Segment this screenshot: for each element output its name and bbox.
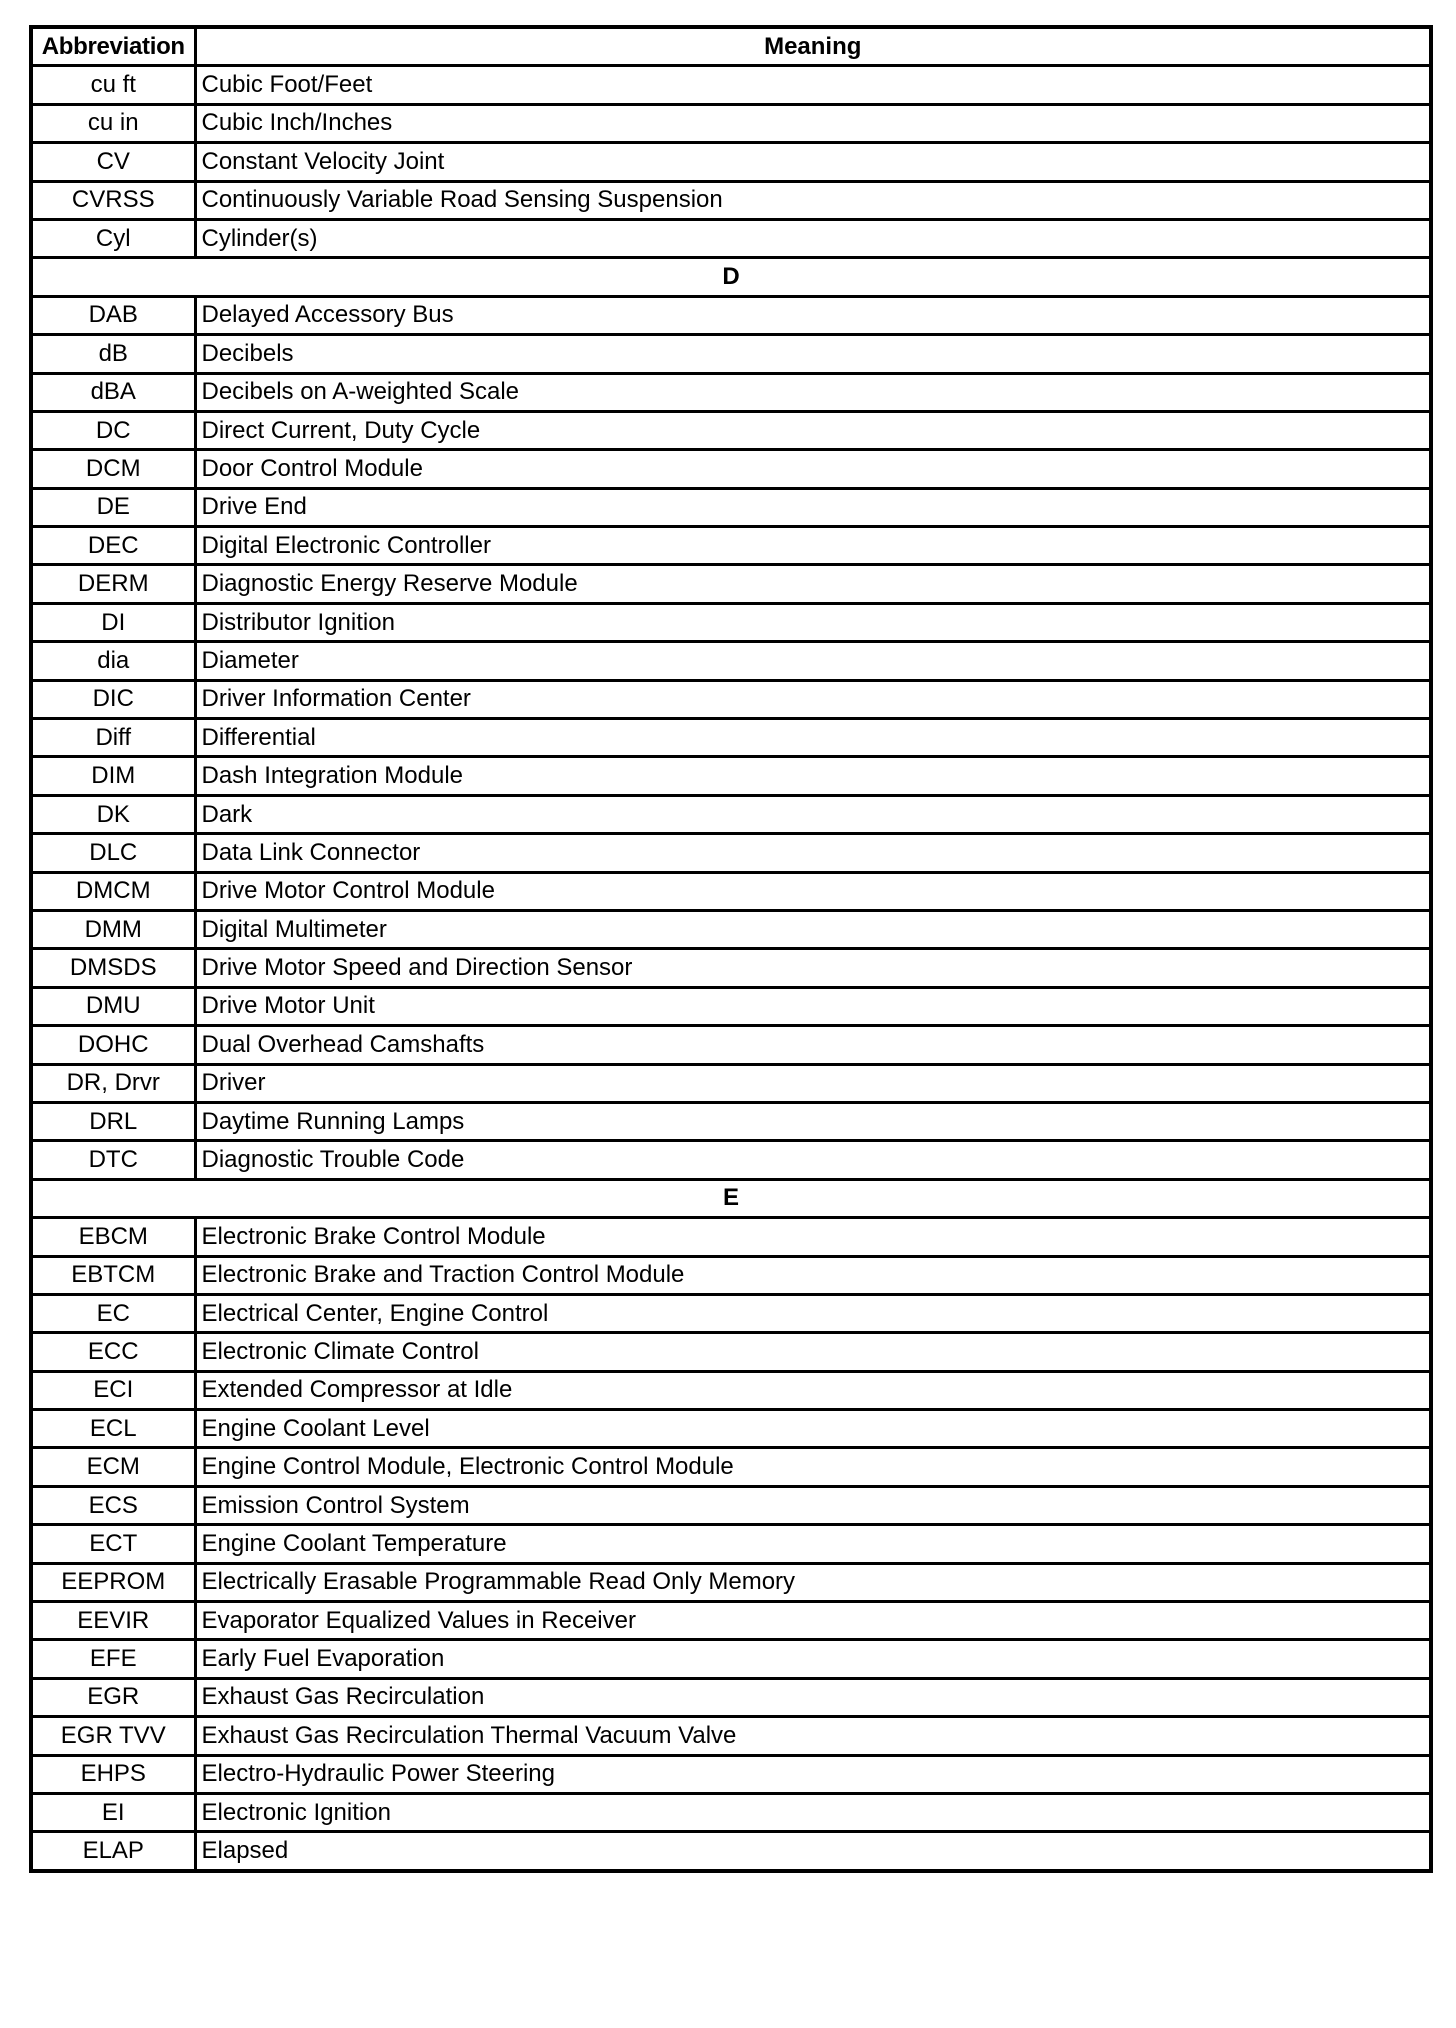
abbreviation-cell: Diff	[31, 719, 195, 757]
meaning-cell: Electro-Hydraulic Power Steering	[195, 1755, 1431, 1793]
meaning-cell: Differential	[195, 719, 1431, 757]
table-row	[31, 834, 1431, 872]
abbreviation-cell: DLC	[31, 834, 195, 872]
meaning-cell: Emission Control System	[195, 1486, 1431, 1524]
section-row	[31, 258, 1431, 296]
meaning-cell: Decibels on A-weighted Scale	[195, 373, 1431, 411]
meaning-cell: Digital Multimeter	[195, 910, 1431, 948]
table-row	[31, 910, 1431, 948]
table-row	[31, 1410, 1431, 1448]
meaning-cell: Cylinder(s)	[195, 219, 1431, 257]
meaning-cell: Electrically Erasable Programmable Read Only Memory	[195, 1563, 1431, 1601]
section-row	[31, 1179, 1431, 1217]
meaning-cell: Distributor Ignition	[195, 603, 1431, 641]
section-letter: E	[31, 1179, 1431, 1217]
abbreviation-cell: DIC	[31, 680, 195, 718]
abbreviation-cell: dia	[31, 642, 195, 680]
abbreviation-cell: DTC	[31, 1141, 195, 1179]
table-row	[31, 1141, 1431, 1179]
table-row	[31, 143, 1431, 181]
meaning-cell: Daytime Running Lamps	[195, 1102, 1431, 1140]
meaning-cell: Electronic Brake Control Module	[195, 1218, 1431, 1256]
table-row	[31, 757, 1431, 795]
table-row	[31, 219, 1431, 257]
meaning-cell: Data Link Connector	[195, 834, 1431, 872]
table-row	[31, 1793, 1431, 1831]
table-row	[31, 1333, 1431, 1371]
table-header	[31, 27, 1431, 66]
table-body	[31, 66, 1431, 1871]
abbreviation-cell: EGR	[31, 1678, 195, 1716]
abbreviation-table	[29, 25, 1433, 1873]
abbreviation-cell: ECS	[31, 1486, 195, 1524]
meaning-cell: Drive Motor Unit	[195, 987, 1431, 1025]
abbreviation-cell: ECT	[31, 1525, 195, 1563]
abbreviation-cell: EEPROM	[31, 1563, 195, 1601]
table-row	[31, 527, 1431, 565]
abbreviation-cell: DI	[31, 603, 195, 641]
meaning-cell: Delayed Accessory Bus	[195, 296, 1431, 334]
table-row	[31, 1832, 1431, 1871]
abbreviation-cell: CV	[31, 143, 195, 181]
abbreviation-cell: DMM	[31, 910, 195, 948]
abbreviation-cell: EFE	[31, 1640, 195, 1678]
meaning-cell: Cubic Foot/Feet	[195, 66, 1431, 104]
abbreviation-cell: EI	[31, 1793, 195, 1831]
meaning-cell: Driver	[195, 1064, 1431, 1102]
meaning-cell: Diagnostic Trouble Code	[195, 1141, 1431, 1179]
meaning-cell: Evaporator Equalized Values in Receiver	[195, 1602, 1431, 1640]
meaning-cell: Drive Motor Speed and Direction Sensor	[195, 949, 1431, 987]
table-row	[31, 1371, 1431, 1409]
meaning-cell: Extended Compressor at Idle	[195, 1371, 1431, 1409]
table-row	[31, 1640, 1431, 1678]
table-row	[31, 296, 1431, 334]
table-row	[31, 411, 1431, 449]
meaning-cell: Door Control Module	[195, 450, 1431, 488]
table-row	[31, 1602, 1431, 1640]
abbreviation-cell: DCM	[31, 450, 195, 488]
abbreviation-cell: DK	[31, 795, 195, 833]
meaning-cell: Cubic Inch/Inches	[195, 104, 1431, 142]
abbreviation-cell: EBCM	[31, 1218, 195, 1256]
table-row	[31, 949, 1431, 987]
abbreviation-cell: DAB	[31, 296, 195, 334]
table-row	[31, 642, 1431, 680]
table-row	[31, 1486, 1431, 1524]
section-letter: D	[31, 258, 1431, 296]
header-meaning: Meaning	[195, 27, 1431, 66]
table-row	[31, 603, 1431, 641]
meaning-cell: Dash Integration Module	[195, 757, 1431, 795]
abbreviation-cell: dB	[31, 335, 195, 373]
table-row	[31, 1064, 1431, 1102]
table-row	[31, 450, 1431, 488]
abbreviation-cell: DIM	[31, 757, 195, 795]
table-row	[31, 66, 1431, 104]
table-row	[31, 335, 1431, 373]
abbreviation-cell: ELAP	[31, 1832, 195, 1871]
abbreviation-cell: EHPS	[31, 1755, 195, 1793]
abbreviation-cell: Cyl	[31, 219, 195, 257]
meaning-cell: Engine Coolant Level	[195, 1410, 1431, 1448]
meaning-cell: Electronic Climate Control	[195, 1333, 1431, 1371]
abbreviation-cell: EGR TVV	[31, 1717, 195, 1755]
meaning-cell: Decibels	[195, 335, 1431, 373]
meaning-cell: Direct Current, Duty Cycle	[195, 411, 1431, 449]
meaning-cell: Constant Velocity Joint	[195, 143, 1431, 181]
abbreviation-cell: cu in	[31, 104, 195, 142]
table-row	[31, 488, 1431, 526]
meaning-cell: Electrical Center, Engine Control	[195, 1294, 1431, 1332]
meaning-cell: Continuously Variable Road Sensing Suspension	[195, 181, 1431, 219]
table-row	[31, 373, 1431, 411]
abbreviation-cell: ECI	[31, 1371, 195, 1409]
table-row	[31, 1256, 1431, 1294]
table-row	[31, 181, 1431, 219]
abbreviation-cell: EBTCM	[31, 1256, 195, 1294]
header-row	[31, 27, 1431, 66]
meaning-cell: Early Fuel Evaporation	[195, 1640, 1431, 1678]
abbreviation-cell: DMU	[31, 987, 195, 1025]
meaning-cell: Digital Electronic Controller	[195, 527, 1431, 565]
abbreviation-cell: ECL	[31, 1410, 195, 1448]
table-row	[31, 1294, 1431, 1332]
table-row	[31, 795, 1431, 833]
table-row	[31, 1563, 1431, 1601]
meaning-cell: Electronic Brake and Traction Control Module	[195, 1256, 1431, 1294]
meaning-cell: Exhaust Gas Recirculation	[195, 1678, 1431, 1716]
table-row	[31, 1717, 1431, 1755]
abbreviation-cell: DRL	[31, 1102, 195, 1140]
table-row	[31, 565, 1431, 603]
table-row	[31, 1448, 1431, 1486]
abbreviation-cell: DEC	[31, 527, 195, 565]
meaning-cell: Driver Information Center	[195, 680, 1431, 718]
meaning-cell: Elapsed	[195, 1832, 1431, 1871]
abbreviation-cell: DERM	[31, 565, 195, 603]
table-row	[31, 1755, 1431, 1793]
abbreviation-cell: DOHC	[31, 1026, 195, 1064]
meaning-cell: Electronic Ignition	[195, 1793, 1431, 1831]
table-row	[31, 104, 1431, 142]
abbreviation-cell: cu ft	[31, 66, 195, 104]
table-row	[31, 872, 1431, 910]
table-row	[31, 719, 1431, 757]
meaning-cell: Dark	[195, 795, 1431, 833]
header-abbreviation: Abbreviation	[31, 27, 195, 66]
table-row	[31, 1678, 1431, 1716]
meaning-cell: Engine Coolant Temperature	[195, 1525, 1431, 1563]
abbreviation-cell: DE	[31, 488, 195, 526]
table-row	[31, 987, 1431, 1025]
abbreviation-cell: CVRSS	[31, 181, 195, 219]
meaning-cell: Diagnostic Energy Reserve Module	[195, 565, 1431, 603]
abbreviation-cell: ECC	[31, 1333, 195, 1371]
abbreviation-cell: EEVIR	[31, 1602, 195, 1640]
abbreviation-cell: ECM	[31, 1448, 195, 1486]
table-row	[31, 1218, 1431, 1256]
abbreviation-cell: DR, Drvr	[31, 1064, 195, 1102]
meaning-cell: Exhaust Gas Recirculation Thermal Vacuum Valve	[195, 1717, 1431, 1755]
meaning-cell: Drive Motor Control Module	[195, 872, 1431, 910]
meaning-cell: Engine Control Module, Electronic Control Module	[195, 1448, 1431, 1486]
meaning-cell: Drive End	[195, 488, 1431, 526]
abbreviation-cell: EC	[31, 1294, 195, 1332]
table-row	[31, 1026, 1431, 1064]
meaning-cell: Diameter	[195, 642, 1431, 680]
meaning-cell: Dual Overhead Camshafts	[195, 1026, 1431, 1064]
abbreviation-cell: DC	[31, 411, 195, 449]
table-row	[31, 1102, 1431, 1140]
table-row	[31, 680, 1431, 718]
abbreviation-cell: DMCM	[31, 872, 195, 910]
abbreviation-cell: DMSDS	[31, 949, 195, 987]
table-row	[31, 1525, 1431, 1563]
abbreviation-cell: dBA	[31, 373, 195, 411]
